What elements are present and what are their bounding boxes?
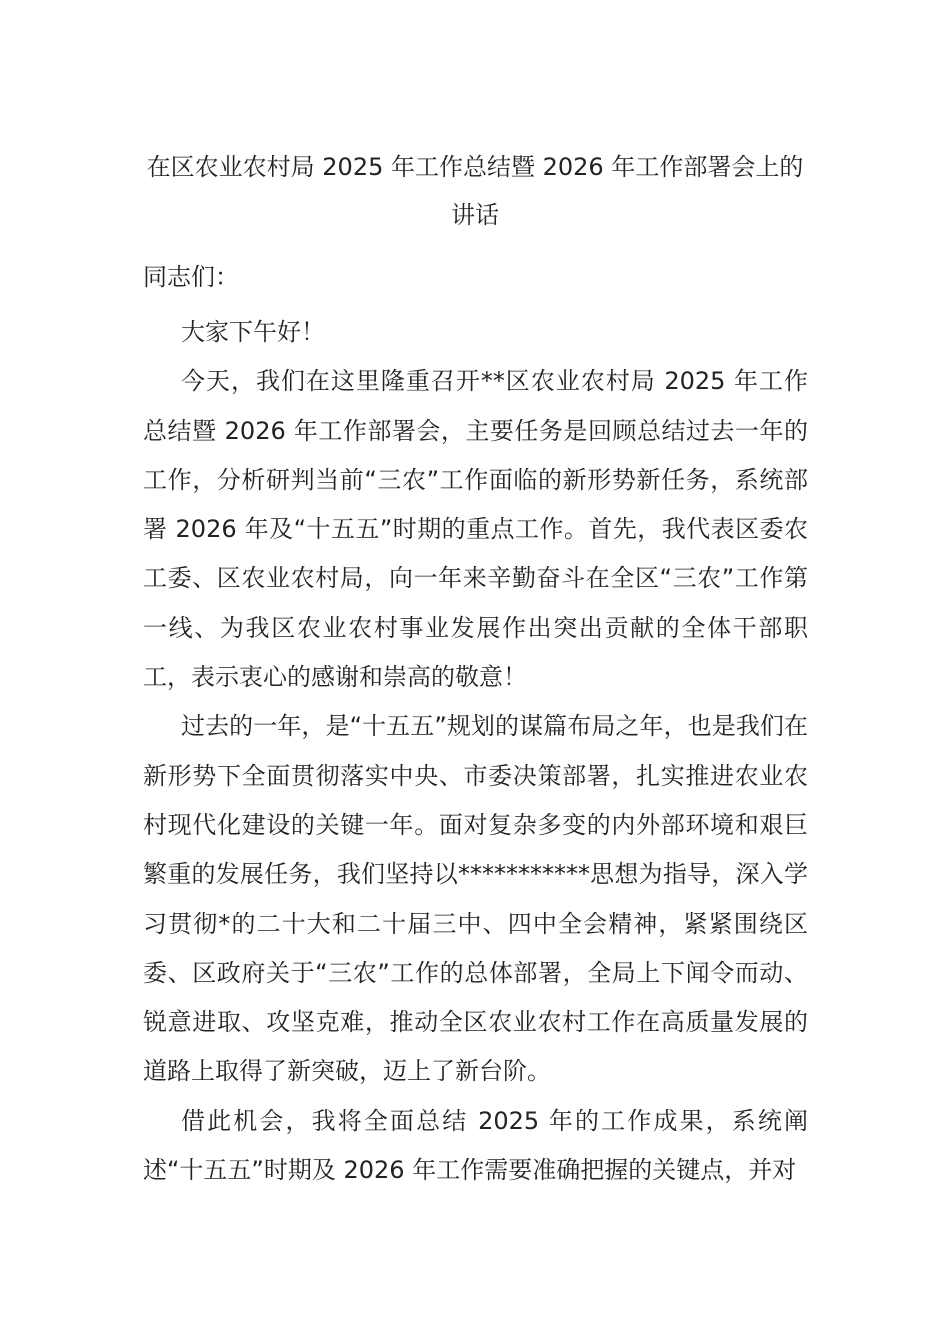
paragraph-opening: 今天，我们在这里隆重召开**区农业农村局 2025 年工作总结暨 2026 年工作部署会，主要任务是回顾总结过去一年的工作，分析研判当前“三农”工作面临的新形势新任务，系统部署 2026 年及“十五五”时期的重点工作。首先，我代表区委农工委、区农业农村局，向一年来辛勤奋斗在全区“三农”工作第一线、为我区农业农村事业发展作出突出贡献的全体干部职工，表示衷心的感谢和崇高的敬意！ bbox=[143, 367, 808, 692]
paragraph-outline: 借此机会，我将全面总结 2025 年的工作成果，系统阐述“十五五”时期及 2026 年工作需要准确把握的关键点，并对 bbox=[143, 1106, 808, 1185]
paragraph-greeting: 大家下午好！ bbox=[181, 318, 325, 346]
salutation: 同志们： bbox=[143, 263, 239, 291]
paragraph-review: 过去的一年，是“十五五”规划的谋篇布局之年，也是我们在新形势下全面贯彻落实中央、市委决策部署，扎实推进农业农村现代化建设的关键一年。面对复杂多变的内外部环境和艰巨繁重的发展任务，我们坚持以***********思想为指导，深入学习贯彻*的二十大和二十届三中、四中全会精神，紧紧围绕区委、区政府关于“三农”工作的总体部署，全局上下闻令而动、锐意进取、攻坚克难，推动全区农业农村工作在高质量发展的道路上取得了新突破，迈上了新台阶。 bbox=[143, 712, 808, 1086]
document-body bbox=[143, 308, 808, 1195]
document-title: 在区农业农村局 2025 年工作总结暨 2026 年工作部署会上的讲话 bbox=[146, 153, 804, 229]
